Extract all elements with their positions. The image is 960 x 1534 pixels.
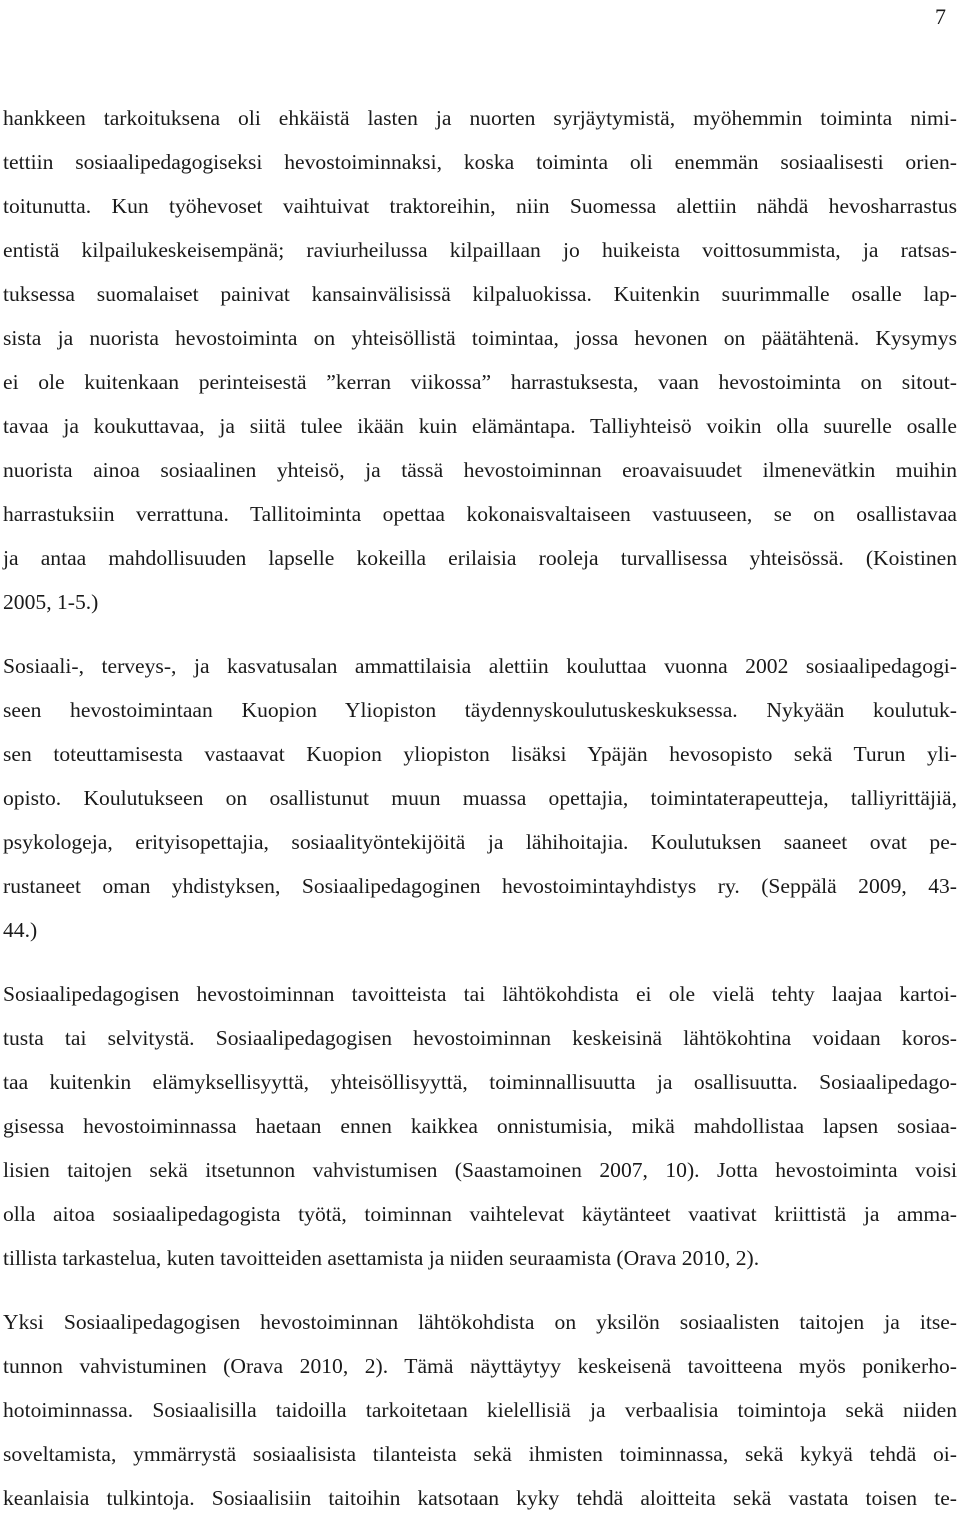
paragraph-gap [3, 624, 957, 644]
text-line: keanlaisia tulkintoja. Sosiaalisiin taitoihin katsotaan kyky tehdä aloitteita sekä vastata toisen te- [3, 1486, 957, 1510]
text-line: Yksi Sosiaalipedagogisen hevostoiminnan lähtökohdista on yksilön sosiaalisten taitojen ja itse- [3, 1310, 957, 1334]
page-number: 7 [935, 4, 946, 29]
text-line: ei ole kuitenkaan perinteisestä ”kerran viikossa” harrastuksesta, vaan hevostoiminta on sitout- [3, 370, 957, 394]
body-text [3, 96, 957, 1520]
text-line: tuksessa suomalaiset painivat kansainvälisissä kilpaluokissa. Kuitenkin suurimmalle osalle lap- [3, 282, 957, 306]
text-line: seen hevostoimintaan Kuopion Yliopiston täydennyskoulutuskeskuksessa. Nykyään koulutuk- [3, 698, 957, 722]
paragraph [3, 1300, 957, 1520]
paragraph [3, 96, 957, 624]
text-line: sen toteuttamisesta vastaavat Kuopion yliopiston lisäksi Ypäjän hevosopisto sekä Turun yli- [3, 742, 957, 766]
text-line: opisto. Koulutukseen on osallistunut muun muassa opettajia, toimintaterapeutteja, talliyrittäjiä, [3, 786, 957, 810]
text-line: psykologeja, erityisopettajia, sosiaalityöntekijöitä ja lähihoitajia. Koulutuksen saaneet ovat pe- [3, 830, 957, 854]
text-line: entistä kilpailukeskeisempänä; raviurheilussa kilpaillaan jo huikeista voittosummista, ja ratsas- [3, 238, 957, 262]
text-line: lisien taitojen sekä itsetunnon vahvistumisen (Saastamoinen 2007, 10). Jotta hevostoiminta voisi [3, 1158, 957, 1182]
text-line: soveltamista, ymmärrystä sosiaalisista tilanteista sekä ihmisten toiminnassa, sekä kykyä tehdä oi- [3, 1442, 957, 1466]
text-line: harrastuksiin verrattuna. Tallitoiminta opettaa kokonaisvaltaiseen vastuuseen, se on osallistavaa [3, 502, 957, 526]
paragraph-gap [3, 1280, 957, 1300]
text-line: gisessa hevostoiminnassa haetaan ennen kaikkea onnistumisia, mikä mahdollistaa lapsen sosiaa- [3, 1114, 957, 1138]
text-line: toitunutta. Kun työhevoset vaihtuivat traktoreihin, niin Suomessa alettiin nähdä hevosharrastus [3, 194, 957, 218]
text-line: olla aitoa sosiaalipedagogista työtä, toiminnan vaihtelevat käytänteet vaativat kriittistä ja amma- [3, 1202, 957, 1226]
text-line: tettiin sosiaalipedagogiseksi hevostoiminnaksi, koska toiminta oli enemmän sosiaalisesti orien- [3, 150, 957, 174]
paragraph [3, 644, 957, 952]
paragraph [3, 972, 957, 1280]
text-line: 2005, 1-5.) [3, 590, 99, 614]
text-line: ja antaa mahdollisuuden lapselle kokeilla erilaisia rooleja turvallisessa yhteisössä. (Koistinen [3, 546, 957, 570]
text-line: tavaa ja koukuttavaa, ja siitä tulee ikään kuin elämäntapa. Talliyhteisö voikin olla suurelle osalle [3, 414, 957, 438]
text-line: hotoiminnassa. Sosiaalisilla taidoilla tarkoitetaan kielellisiä ja verbaalisia toimintoja sekä niiden [3, 1398, 957, 1422]
text-line: Sosiaalipedagogisen hevostoiminnan tavoitteista tai lähtökohdista ei ole vielä tehty laajaa kartoi- [3, 982, 957, 1006]
text-line: sista ja nuorista hevostoiminta on yhteisöllistä toimintaa, jossa hevonen on päätähtenä. Kysymys [3, 326, 957, 350]
text-line: rustaneet oman yhdistyksen, Sosiaalipedagoginen hevostoimintayhdistys ry. (Seppälä 2009, 43- [3, 874, 957, 898]
text-line: tillista tarkastelua, kuten tavoitteiden asettamista ja niiden seuraamista (Orava 2010, 2). [3, 1246, 760, 1270]
text-line: Sosiaali-, terveys-, ja kasvatusalan ammattilaisia alettiin kouluttaa vuonna 2002 sosiaalipedagogi- [3, 654, 957, 678]
text-line: 44.) [3, 918, 38, 942]
text-line: hankkeen tarkoituksena oli ehkäistä lasten ja nuorten syrjäytymistä, myöhemmin toiminta nimi- [3, 106, 957, 130]
text-line: tusta tai selvitystä. Sosiaalipedagogisen hevostoiminnan keskeisinä lähtökohtina voidaan koros- [3, 1026, 957, 1050]
text-line: taa kuitenkin elämyksellisyyttä, yhteisöllisyyttä, toiminnallisuutta ja osallisuutta. Sosiaalipedago- [3, 1070, 957, 1094]
text-line: tunnon vahvistuminen (Orava 2010, 2). Tämä näyttäytyy keskeisenä tavoitteena myös ponikerho- [3, 1354, 957, 1378]
paragraph-gap [3, 952, 957, 972]
text-line: nuorista ainoa sosiaalinen yhteisö, ja tässä hevostoiminnan eroavaisuudet ilmenevätkin muihin [3, 458, 957, 482]
